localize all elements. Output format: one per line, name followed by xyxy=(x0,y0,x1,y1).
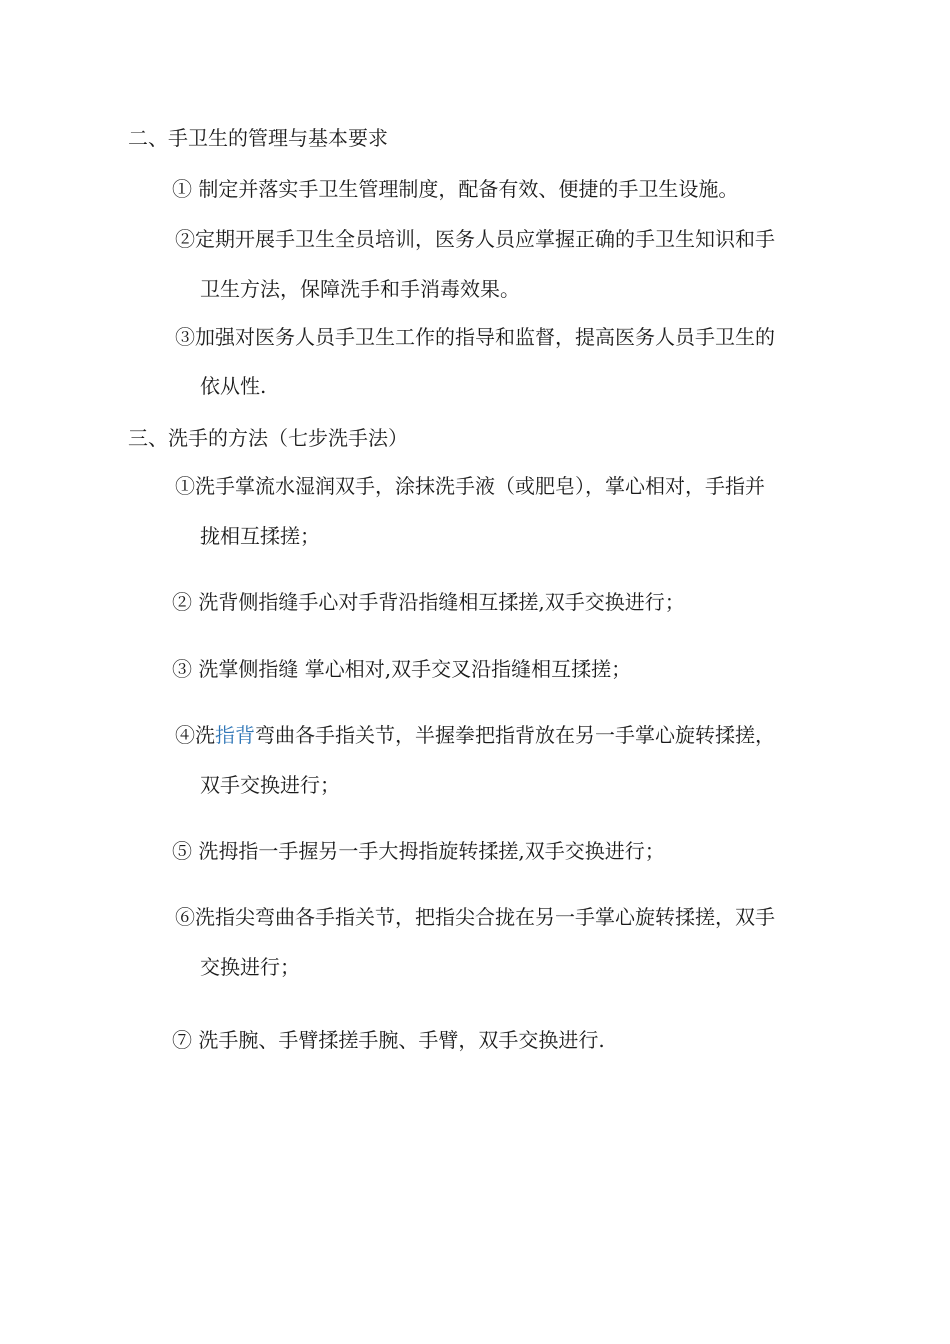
step-number: ② xyxy=(172,590,192,614)
step-text-pre: 洗 xyxy=(195,723,215,747)
step-text: 洗指尖弯曲各手指关节，把指尖合拢在另一手掌心旋转揉搓，双手 xyxy=(195,905,775,929)
step-number: ③ xyxy=(172,657,192,681)
highlighted-term: 指背 xyxy=(215,723,255,747)
step-number: ④ xyxy=(175,723,195,747)
step-item xyxy=(175,903,775,931)
list-item xyxy=(175,225,775,253)
step-number: ⑥ xyxy=(175,905,195,929)
list-item xyxy=(175,323,775,351)
section-heading: 二、手卫生的管理与基本要求 xyxy=(128,126,388,150)
item-continuation: 依从性. xyxy=(200,374,267,398)
step-continuation: 交换进行； xyxy=(200,955,300,979)
step-continuation: 拢相互揉搓； xyxy=(200,524,320,548)
item-continuation: 卫生方法，保障洗手和手消毒效果。 xyxy=(200,277,520,301)
item-text: 制定并落实手卫生管理制度，配备有效、便捷的手卫生设施。 xyxy=(192,177,739,201)
item-text: 定期开展手卫生全员培训，医务人员应掌握正确的手卫生知识和手 xyxy=(195,227,775,251)
step-item xyxy=(175,721,775,749)
step-number: ⑦ xyxy=(172,1028,192,1052)
step-text: 洗背侧指缝手心对手背沿指缝相互揉搓,双手交换进行； xyxy=(192,590,685,614)
list-item xyxy=(172,175,738,203)
step-text: 洗掌侧指缝 掌心相对,双手交叉沿指缝相互揉搓； xyxy=(192,657,632,681)
step-item xyxy=(172,837,665,865)
step-text: 洗拇指一手握另一手大拇指旋转揉搓,双手交换进行； xyxy=(192,839,665,863)
item-number: ① xyxy=(172,177,192,201)
item-number: ② xyxy=(175,227,195,251)
step-text-post: 弯曲各手指关节，半握拳把指背放在另一手掌心旋转揉搓， xyxy=(255,723,775,747)
item-text: 加强对医务人员手卫生工作的指导和监督，提高医务人员手卫生的 xyxy=(195,325,775,349)
step-number: ① xyxy=(175,474,195,498)
step-item xyxy=(172,588,685,616)
step-continuation: 双手交换进行； xyxy=(200,773,340,797)
step-item xyxy=(175,472,765,500)
step-number: ⑤ xyxy=(172,839,192,863)
step-item xyxy=(172,1026,605,1054)
item-number: ③ xyxy=(175,325,195,349)
section-heading: 三、洗手的方法（七步洗手法） xyxy=(128,426,408,450)
step-text: 洗手腕、手臂揉搓手腕、手臂，双手交换进行. xyxy=(192,1028,605,1052)
step-text: 洗手掌流水湿润双手，涂抹洗手液（或肥皂），掌心相对，手指并 xyxy=(195,474,765,498)
step-item xyxy=(172,655,631,683)
